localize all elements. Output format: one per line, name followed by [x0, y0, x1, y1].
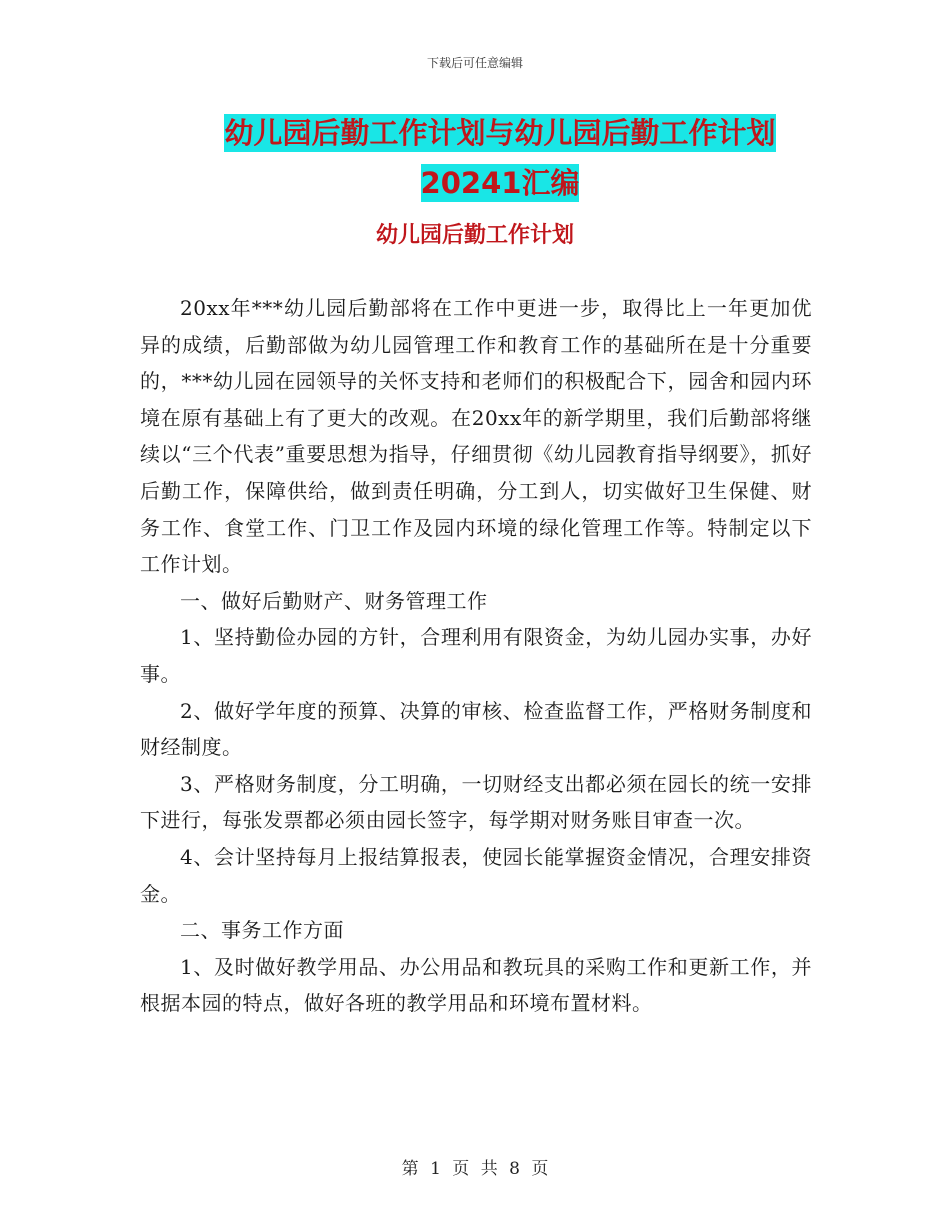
paragraph-heading-2: 二、事务工作方面 — [180, 918, 344, 943]
paragraph-item: 3、严格财务制度，分工明确，一切财经支出都必须在园长的统一安排下进行，每张发票都必须由园长签字，每学期对财务账目审查一次。 — [140, 771, 812, 833]
paragraph-heading-1: 一、做好后勤财产、财务管理工作 — [180, 588, 488, 613]
paragraph-item: 2、做好学年度的预算、决算的审核、检查监督工作，严格财务制度和财经制度。 — [140, 698, 812, 760]
body-text — [140, 290, 812, 1022]
page-footer: 第 1 页 共 8 页 — [401, 1159, 549, 1179]
document-title-text: 幼儿园后勤工作计划与幼儿园后勤工作计划20241汇编 — [224, 116, 776, 200]
paragraph-item: 1、坚持勤俭办园的方针，合理利用有限资金，为幼儿园办实事，办好事。 — [140, 625, 812, 686]
paragraph-item: 1、及时做好教学用品、办公用品和教玩具的采购工作和更新工作，并根据本园的特点，做好各班的教学用品和环境布置材料。 — [140, 954, 812, 1016]
paragraph-intro: 20xx年***幼儿园后勤部将在工作中更进一步，取得比上一年更加优异的成绩，后勤部做为幼儿园管理工作和教育工作的基础所在是十分重要的，***幼儿园在园领导的关怀支持和老师们的积极配合下，园舍和园内环境在原有基础上有了更大的改观。在20xx年的新学期里，我们后勤部将继续以“三个代表”重要思想为指导，仔细贯彻《幼儿园教育指导纲要》，抓好后勤工作，保障供给，做到责任明确，分工到人，切实做好卫生保健、财务工作、食堂工作、门卫工作及园内环境的绿化管理工作等。特制定以下工作计划。 — [140, 296, 812, 577]
paragraph-item: 4、会计坚持每月上报结算报表，使园长能掌握资金情况，合理安排资金。 — [140, 844, 812, 906]
document-title — [190, 108, 810, 208]
header-note: 下载后可任意编辑 — [426, 56, 523, 70]
section-title: 幼儿园后勤工作计划 — [375, 223, 574, 248]
